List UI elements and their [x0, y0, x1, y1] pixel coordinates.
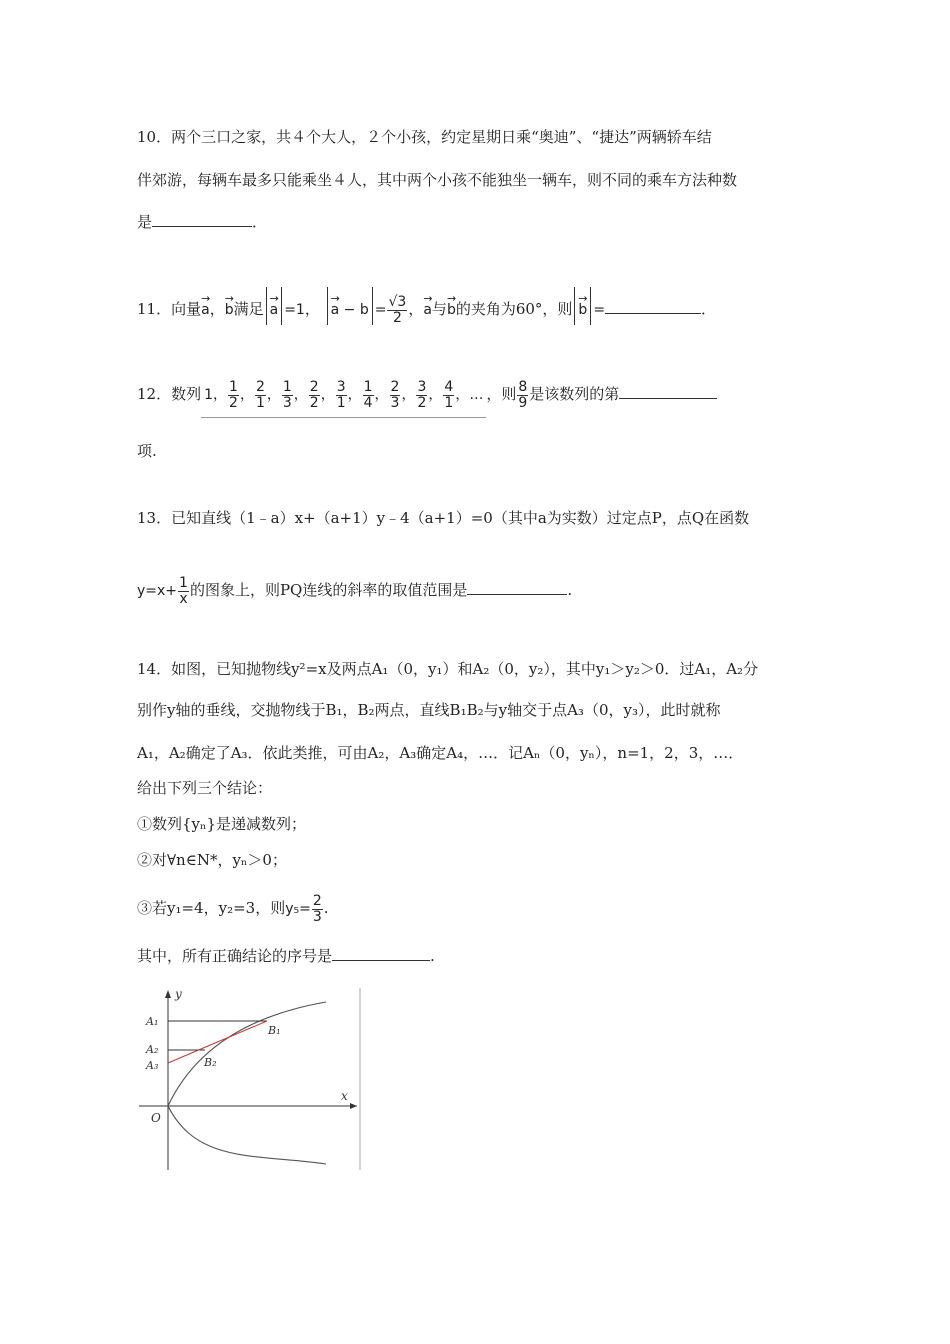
parabola-curve [168, 1002, 326, 1164]
seq-frac-num: 2 [255, 378, 265, 395]
q12-then: ，则 [486, 385, 517, 403]
func-num: 1 [179, 574, 188, 591]
conclusion-1: ①数列{yₙ}是递减数列； [137, 815, 307, 833]
seq-frac-num: 1 [229, 378, 238, 395]
q12-line2: 项. [137, 442, 157, 460]
seq-comma: ， [374, 387, 389, 403]
seq-frac-den: 2 [309, 394, 319, 411]
frac-den: 2 [392, 309, 402, 326]
func-lhs: y=x+ [137, 583, 178, 599]
seq-frac-num: 2 [309, 378, 319, 395]
sequence-box [201, 372, 486, 418]
seq-frac-den: 3 [282, 394, 292, 411]
q11-sep: ， [408, 300, 424, 318]
c3-den: 3 [312, 908, 322, 925]
q11-eq: = [374, 302, 387, 318]
q10-line2: 伴郊游，每辆车最多只能乘坐４人，其中两个小孩不能独坐一辆车，则不同的乘车方法种数 [137, 171, 738, 189]
abs-vector-a [266, 287, 283, 325]
answer-blank-q12[interactable] [619, 384, 717, 399]
label-b1: B₁ [268, 1024, 281, 1037]
label-a2: A₂ [146, 1043, 159, 1056]
q14-final [137, 946, 435, 966]
seq-frac-den: 2 [229, 394, 238, 411]
seq-frac-num: 2 [390, 378, 400, 395]
seq-comma: ， [266, 387, 281, 403]
q13-end: . [567, 581, 573, 599]
answer-blank-q14[interactable] [332, 946, 430, 961]
abs-amb-vec: → a − b [331, 287, 369, 325]
label-b2: B₂ [204, 1056, 217, 1069]
conclusion-3 [137, 892, 329, 925]
seq-frac-den: 1 [255, 394, 265, 411]
q12-num: 12．数列 [137, 385, 202, 403]
conclusion-2: ②对∀n∈N*，yₙ＞0； [137, 851, 287, 869]
answer-blank-q11[interactable] [605, 299, 701, 314]
q13-line2 [137, 570, 572, 611]
seq-frac-num: 3 [417, 378, 427, 395]
seq-comma: ， [401, 387, 416, 403]
seq-frac-den: 2 [417, 394, 427, 411]
q14-line3: A₁，A₂确定了A₃．依此类推，可由A₂，A₃确定A₄，…．记Aₙ（0，yₙ），n=1，2，3，…． [137, 744, 744, 762]
seq-fraction [443, 380, 454, 411]
y-axis-label: y [175, 987, 182, 1001]
c3-lhs: y₅= [285, 901, 311, 917]
seq-fraction [309, 380, 320, 411]
q14-line4: 给出下列三个结论： [137, 779, 273, 797]
answer-blank-q13[interactable] [467, 580, 567, 595]
label-a3: A₃ [146, 1059, 159, 1072]
q11-comma: ， [209, 300, 225, 318]
label-a1: A₁ [146, 1015, 159, 1028]
q11-eq2: = [593, 302, 606, 318]
seq-fraction [390, 380, 401, 411]
vector-b-2: → b [447, 287, 456, 325]
c3-end: . [323, 899, 329, 917]
seq-comma: ， [455, 387, 470, 403]
final-end: . [430, 947, 435, 965]
abs-a-minus-b [327, 287, 373, 325]
q10-line3-pre: 是 [137, 213, 153, 231]
seq-comma: ， [320, 387, 335, 403]
final-pre: 其中，所有正确结论的序号是 [137, 947, 333, 965]
target-den: 9 [518, 394, 528, 411]
c3-num: 2 [312, 892, 322, 909]
abs-vector-b [574, 287, 591, 325]
origin-label: O [151, 1111, 161, 1125]
target-fraction [517, 380, 528, 411]
q12-line1 [137, 372, 717, 418]
seq-frac-den: 4 [363, 394, 373, 411]
q11-comma2: ， [304, 300, 320, 318]
q13-line2-post: 的图象上，则PQ连线的斜率的取值范围是 [189, 581, 468, 599]
q12-is-term: 是该数列的第 [529, 385, 620, 403]
seq-comma: ， [347, 387, 362, 403]
seq-frac-num: 1 [282, 378, 292, 395]
seq-fraction [282, 380, 293, 411]
seq-frac-num: 4 [444, 378, 454, 395]
q10-line3-post: ． [252, 213, 268, 231]
seq-frac-den: 1 [336, 394, 346, 411]
answer-blank-q10[interactable] [152, 212, 252, 227]
c3-fraction [312, 894, 323, 925]
x-axis-arrow [350, 1103, 357, 1109]
q11-with: 与 [431, 300, 447, 318]
seq-frac-den: 1 [444, 394, 454, 411]
sqrt3-over-2 [387, 295, 407, 326]
vector-b: → b [225, 287, 234, 325]
seq-fraction [416, 380, 427, 411]
abs-a-vec: → a [270, 287, 279, 325]
q11-eq1: =1 [284, 302, 305, 318]
y-axis-arrow [165, 990, 171, 998]
func-den: x [179, 590, 188, 607]
seq-fraction [255, 380, 266, 411]
seq-ellipsis: … [469, 387, 484, 403]
seq-fraction [363, 380, 374, 411]
parabola-figure [137, 984, 363, 1174]
frac-num: √3 [388, 293, 407, 310]
seq-comma: ， [239, 387, 254, 403]
q11-num: 11．向量 [137, 300, 202, 318]
seq-start: 1， [204, 387, 228, 403]
seq-comma: ， [428, 387, 443, 403]
seq-fractions [227, 378, 470, 411]
x-axis-label: x [341, 1089, 348, 1103]
vector-a: → a [201, 287, 210, 325]
c3-pre: ③若y₁=4，y₂=3，则 [137, 899, 286, 917]
q10-line3 [137, 212, 267, 232]
seq-frac-num: 1 [363, 378, 373, 395]
line-b1-b2 [168, 1021, 267, 1063]
seq-frac-den: 3 [390, 394, 400, 411]
q11-satisfy: 满足 [233, 300, 264, 318]
q11-end: ． [701, 300, 717, 318]
seq-comma: ， [293, 387, 308, 403]
q14-line2: 别作y轴的垂线，交抛物线于B₁，B₂两点，直线B₁B₂与y轴交于点A₃（0，y₃），此时就称 [137, 701, 721, 719]
abs-b-vec: → b [578, 287, 587, 325]
q13-line1: 13．已知直线（1﹣a）x+（a+1）y﹣4（a+1）=0（其中a为实数）过定点P，点Q在函数 [137, 509, 750, 527]
q11-line [137, 287, 716, 326]
func-fraction [178, 576, 189, 607]
target-num: 8 [518, 378, 528, 395]
seq-frac-num: 3 [336, 378, 346, 395]
seq-fraction [336, 380, 347, 411]
q14-line1: 14．如图，已知抛物线y²=x及两点A₁（0，y₁）和A₂（0，y₂），其中y₁＞y₂＞0．过A₁，A₂分 [137, 660, 759, 678]
vector-a-2: → a [423, 287, 432, 325]
q11-angle: 的夹角为60°，则 [455, 300, 573, 318]
q10-line1: 10．两个三口之家，共４个大人，２个小孩，约定星期日乘“奥迪”、“捷达”两辆轿车结 [137, 128, 712, 146]
seq-fraction [228, 380, 239, 411]
